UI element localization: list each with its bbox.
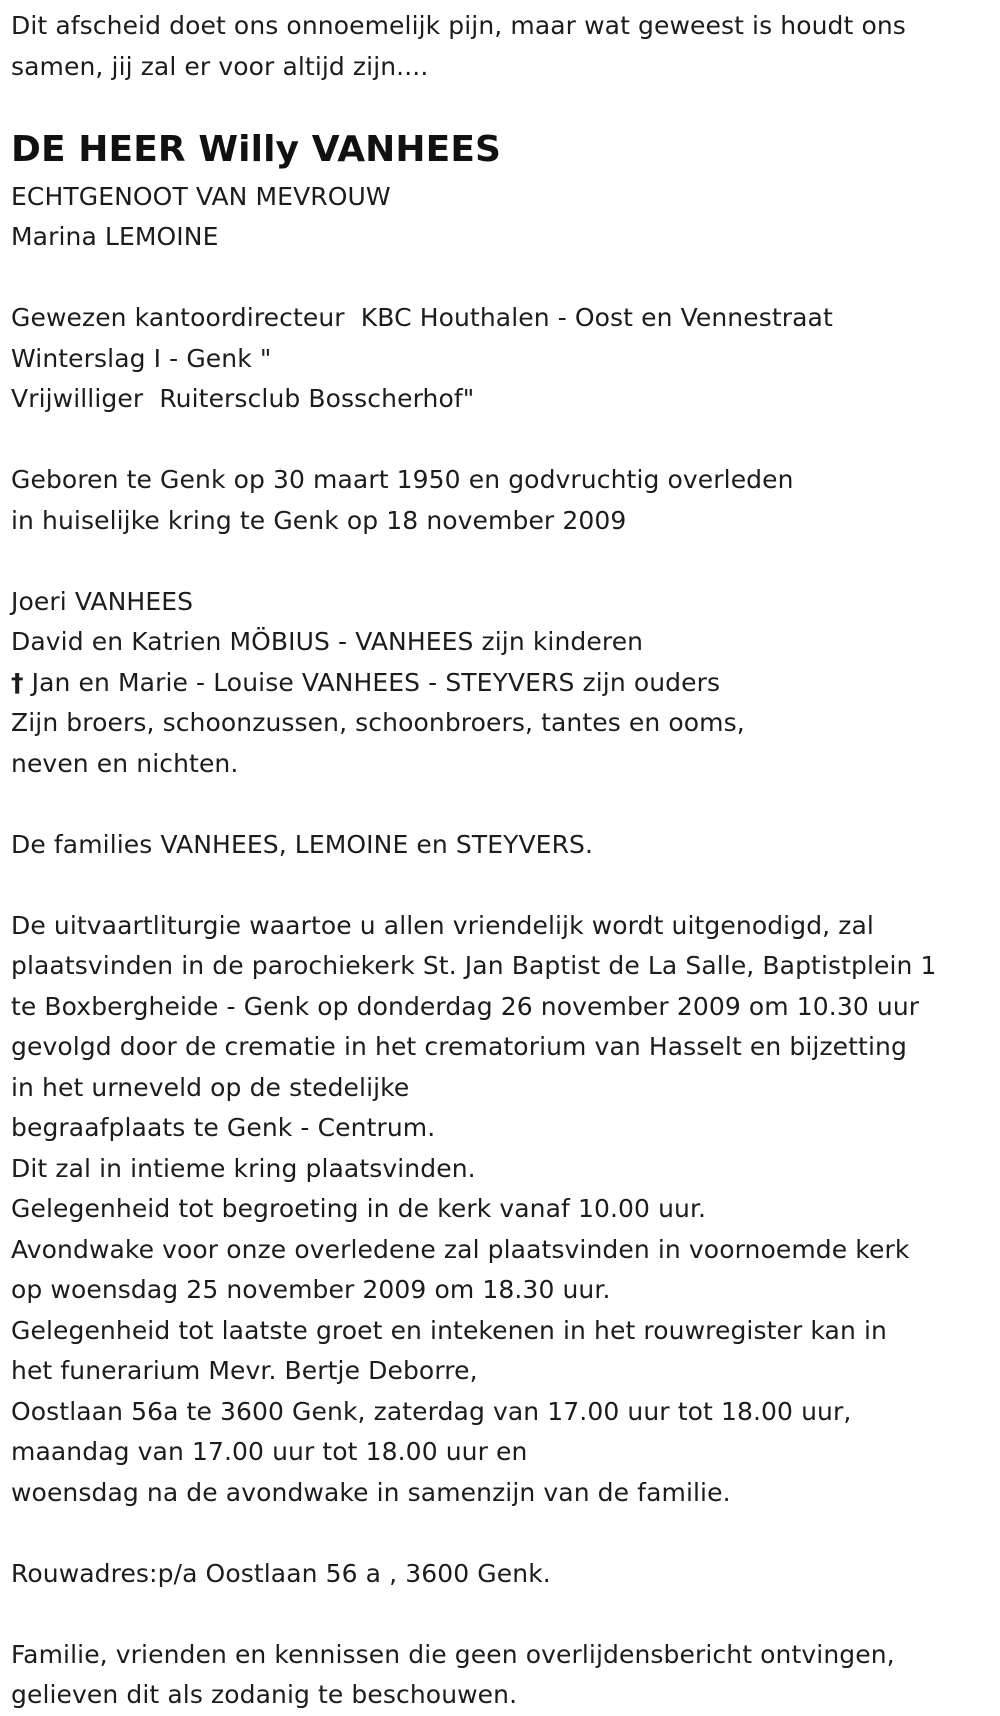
ceremony-line-2: plaatsvinden in de parochiekerk St. Jan Baptist de La Salle, Baptistplein 1 [11,951,937,980]
ceremony-line-9: Avondwake voor onze overledene zal plaatsvinden in voornoemde kerk [11,1234,910,1264]
spacer [11,258,996,299]
spacer [11,1513,996,1554]
ceremony-line-7: Dit zal in intieme kring plaatsvinden. [11,1153,476,1183]
ceremony-line-5: in het urneveld op de stedelijke [11,1072,410,1102]
ceremony-line-13: Oostlaan 56a te 3600 Genk, zaterdag van 17.00 uur tot 18.00 uur, [11,1396,852,1426]
intro-line-1: Dit afscheid doet ons onnoemelijk pijn, maar wat geweest is houdt ons [11,11,906,40]
birth-death-line-2: in huiselijke kring te Genk op 18 november 2009 [11,505,627,535]
ceremony-line-1: De uitvaartliturgie waartoe u allen vriendelijk wordt uitgenodigd, zal [11,910,874,940]
ceremony-line-4: gevolgd door de crematie in het crematorium van Hasselt en bijzetting [11,1032,907,1061]
families-line: De families VANHEES, LEMOINE en STEYVERS. [11,829,594,859]
family-line-5: neven en nichten. [11,748,239,778]
spacer [11,784,996,825]
family-line-2: David en Katrien MÖBIUS - VANHEES zijn kinderen [11,627,644,656]
spouse-name: Marina LEMOINE [11,222,219,251]
ceremony-line-10: op woensdag 25 november 2009 om 18.30 uur. [11,1275,611,1304]
family-parents-text: Jan en Marie - Louise VANHEES - STEYVERS zijn ouders [23,667,721,697]
spacer [11,865,996,906]
ceremony-line-8: Gelegenheid tot begroeting in de kerk vanaf 10.00 uur. [11,1194,707,1223]
birth-death-line-1: Geboren te Genk op 30 maart 1950 en godvruchtig overleden [11,465,794,494]
cross-icon: † [11,667,24,697]
spacer [11,1594,996,1635]
family-line-4: Zijn broers, schoonzussen, schoonbroers, tantes en ooms, [11,708,745,737]
ceremony-line-11: Gelegenheid tot laatste groet en intekenen in het rouwregister kan in [11,1315,887,1345]
ceremony-line-14: maandag van 17.00 uur tot 18.00 uur en [11,1437,528,1466]
ceremony-line-12: het funerarium Mevr. Bertje Deborre, [11,1356,478,1385]
obituary-document [11,6,996,1716]
ceremony-line-3: te Boxbergheide - Genk op donderdag 26 november 2009 om 10.30 uur [11,991,920,1021]
ceremony-line-6: begraafplaats te Genk - Centrum. [11,1113,436,1142]
career-line-2: Winterslag I - Genk " [11,343,272,373]
intro-line-2: samen, jij zal er voor altijd zijn.... [11,51,429,81]
address-line: Rouwadres:p/a Oostlaan 56 a , 3600 Genk. [11,1558,551,1588]
career-line-3: Vrijwilliger Ruitersclub Bosscherhof" [11,384,475,413]
family-line-3 [11,663,996,704]
spacer [11,87,996,128]
spacer [11,420,996,461]
career-line-1: Gewezen kantoordirecteur KBC Houthalen - Oost en Vennestraat [11,303,833,332]
closing-line-1: Familie, vrienden en kennissen die geen overlijdensbericht ontvingen, [11,1639,895,1669]
ceremony-line-15: woensdag na de avondwake in samenzijn van de familie. [11,1477,731,1507]
family-line-1: Joeri VANHEES [11,586,194,616]
deceased-name-heading: DE HEER Willy VANHEES [11,128,502,170]
closing-line-2: gelieven dit als zodanig te beschouwen. [11,1680,518,1709]
spouse-title: ECHTGENOOT VAN MEVROUW [11,181,391,211]
spacer [11,541,996,582]
